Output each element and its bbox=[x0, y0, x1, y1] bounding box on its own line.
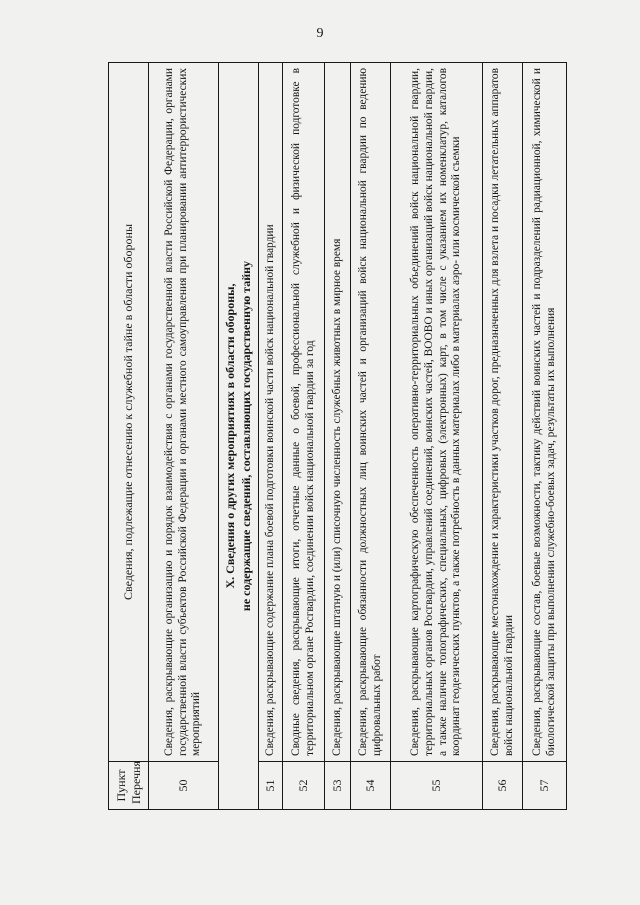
section-heading-row bbox=[219, 63, 259, 810]
row-number: 51 bbox=[259, 762, 283, 810]
table-row bbox=[149, 63, 219, 810]
secrecy-list-table bbox=[108, 62, 567, 810]
row-text: Сводные сведения, раскрывающие итоги, отчетные данные о боевой, профессиональной служебной и физической подготовке в территориальном органе Росгвардии, соединении войск национальной гвардии за год bbox=[283, 63, 325, 762]
row-text: Сведения, раскрывающие обязанности должностных лиц воинских частей и организаций войск национальной гвардии по ведению цифровальных работ bbox=[351, 63, 391, 762]
page-number: 9 bbox=[316, 26, 324, 41]
row-number: 50 bbox=[149, 762, 219, 810]
row-text: Сведения, раскрывающие состав, боевые возможности, тактику действий воинских частей и подразделений радиационной, химической и биологической защиты при выполнении служебно-боевых задач, результаты их выполнения bbox=[523, 63, 567, 762]
table-header-row bbox=[109, 63, 149, 810]
section-heading bbox=[219, 63, 259, 810]
section-heading-line-1: X. Сведения о других мероприятиях в области обороны, bbox=[222, 283, 237, 589]
row-text: Сведения, раскрывающие организацию и порядок взаимодействия с органами государственной власти Российской Федерации, органами государственной власти субъектов Российской Федерации и органами местного самоуправления при планировании антитеррористических мероприятий bbox=[149, 63, 219, 762]
header-item-number: Пункт Перечня bbox=[109, 762, 149, 810]
row-number: 53 bbox=[325, 762, 351, 810]
row-number: 52 bbox=[283, 762, 325, 810]
row-number: 55 bbox=[391, 762, 483, 810]
row-text: Сведения, раскрывающие содержание плана боевой подготовки воинской части войск национальной гвардии bbox=[259, 63, 283, 762]
rotated-table-container bbox=[108, 62, 566, 810]
row-text: Сведения, раскрывающие местонахождение и характеристики участков дорог, предназначенных для взлета и посадки летательных аппаратов войск национальной гвардии bbox=[483, 63, 523, 762]
row-number: 57 bbox=[523, 762, 567, 810]
row-number: 54 bbox=[351, 762, 391, 810]
table-row bbox=[259, 63, 283, 810]
table-row bbox=[483, 63, 523, 810]
table-row bbox=[325, 63, 351, 810]
table-row bbox=[391, 63, 483, 810]
section-heading-line-2: не содержащие сведений, составляющих государственную тайну bbox=[238, 260, 253, 612]
table-row bbox=[351, 63, 391, 810]
row-number: 56 bbox=[483, 762, 523, 810]
row-text: Сведения, раскрывающие штатную и (или) списочную численность служебных животных в мирное время bbox=[325, 63, 351, 762]
table-row bbox=[283, 63, 325, 810]
header-information: Сведения, подлежащие отнесению к служебной тайне в области обороны bbox=[109, 63, 149, 762]
row-text: Сведения, раскрывающие картографическую обеспеченность оперативно-территориальных объединений войск национальной гвардии, территориальных органов Росгвардии, управлений соединений, воинских частей, ВООВО и иных организаций войск национальной гвардии, а также наличие топографических, специальных, цифровых (электронных) карт, в том числе с указанием их номенклатур, каталогов координат геодезических пунктов, а также потребность в данных материалах либо в материалах аэро- или космической съемки bbox=[391, 63, 483, 762]
table-row bbox=[523, 63, 567, 810]
